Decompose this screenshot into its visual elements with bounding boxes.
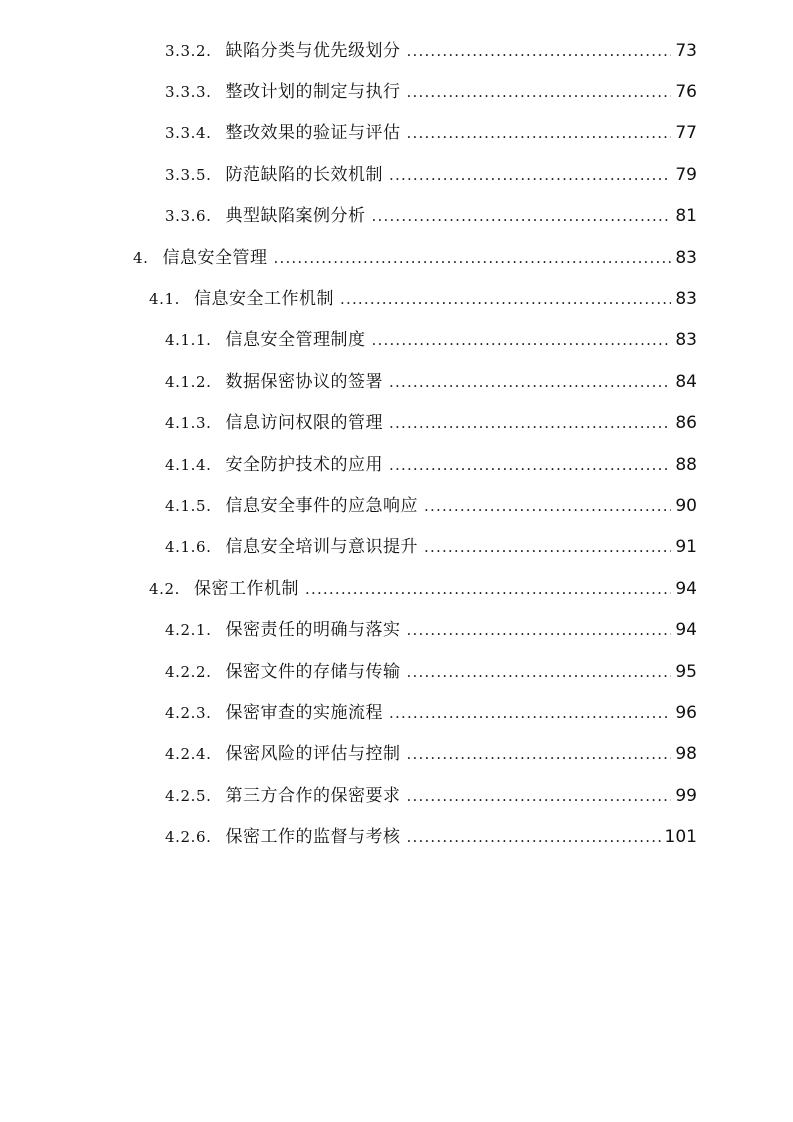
toc-entry-title: 信息安全管理制度 <box>225 330 366 351</box>
toc-page-number: 88 <box>675 454 697 475</box>
toc-entry-title: 整改计划的制定与执行 <box>225 82 401 103</box>
toc-entry-number: 4.2.3. <box>165 703 212 722</box>
toc-entry-4-1-5[interactable] <box>0 485 793 526</box>
toc-page-number: 91 <box>675 537 697 558</box>
toc-dot-leader <box>407 122 671 144</box>
toc-page-number: 94 <box>675 620 697 641</box>
toc-dot-leader <box>407 40 671 62</box>
toc-entry-number: 4.2.1. <box>165 621 212 640</box>
toc-page-number: 81 <box>675 206 697 227</box>
toc-entry-title: 保密风险的评估与控制 <box>225 744 401 765</box>
toc-dot-leader <box>424 536 671 558</box>
toc-dot-leader <box>407 81 671 103</box>
toc-dot-leader <box>407 619 671 641</box>
toc-entry-4-1-3[interactable] <box>0 403 793 444</box>
toc-entry-number: 4.1.4. <box>165 455 212 474</box>
table-of-contents <box>0 30 793 858</box>
toc-entry-4-2-3[interactable] <box>0 692 793 733</box>
toc-entry-number: 4.1. <box>149 290 181 309</box>
toc-dot-leader <box>407 661 671 683</box>
toc-entry-title: 防范缺陷的长效机制 <box>225 164 384 185</box>
toc-page-number: 94 <box>675 578 697 599</box>
toc-entry-number: 4.1.5. <box>165 496 212 515</box>
toc-page-number: 77 <box>675 123 697 144</box>
toc-entry-4-1-4[interactable] <box>0 444 793 485</box>
toc-entry-title: 数据保密协议的签署 <box>225 371 384 392</box>
toc-entry-3-3-2[interactable] <box>0 30 793 71</box>
toc-entry-title: 保密审查的实施流程 <box>225 702 384 723</box>
toc-entry-4-2-4[interactable] <box>0 734 793 775</box>
toc-entry-3-3-3[interactable] <box>0 71 793 112</box>
toc-page-number: 76 <box>675 82 697 103</box>
toc-dot-leader <box>407 785 671 807</box>
toc-entry-number: 4.1.2. <box>165 372 212 391</box>
toc-entry-title: 信息安全工作机制 <box>194 289 335 310</box>
toc-page-number: 86 <box>675 413 697 434</box>
toc-dot-leader <box>389 412 671 434</box>
toc-dot-leader <box>274 247 671 269</box>
toc-entry-number: 4.1.6. <box>165 538 212 557</box>
toc-entry-number: 4. <box>133 248 149 267</box>
toc-dot-leader <box>389 702 671 724</box>
toc-page-number: 79 <box>675 164 697 185</box>
toc-page-number: 90 <box>675 495 697 516</box>
toc-entry-title: 第三方合作的保密要求 <box>225 785 401 806</box>
toc-entry-4-1-1[interactable] <box>0 320 793 361</box>
toc-entry-title: 整改效果的验证与评估 <box>225 123 401 144</box>
toc-entry-number: 4.2. <box>149 579 181 598</box>
toc-entry-4-2-1[interactable] <box>0 609 793 650</box>
toc-page-number: 83 <box>675 330 697 351</box>
toc-entry-4-1-2[interactable] <box>0 361 793 402</box>
toc-page-number: 84 <box>675 371 697 392</box>
toc-entry-number: 3.3.6. <box>165 207 212 226</box>
toc-dot-leader <box>372 205 671 227</box>
toc-dot-leader <box>305 578 671 600</box>
toc-page-number: 98 <box>675 744 697 765</box>
toc-entry-number: 4.2.4. <box>165 745 212 764</box>
toc-entry-3-3-6[interactable] <box>0 196 793 237</box>
toc-entry-title: 保密工作的监督与考核 <box>225 827 401 848</box>
toc-dot-leader <box>407 826 661 848</box>
toc-entry-number: 4.2.2. <box>165 662 212 681</box>
toc-entry-4-2-2[interactable] <box>0 651 793 692</box>
toc-dot-leader <box>389 164 671 186</box>
toc-page-number: 73 <box>675 40 697 61</box>
toc-entry-title: 信息访问权限的管理 <box>225 413 384 434</box>
toc-entry-4-1-6[interactable] <box>0 527 793 568</box>
toc-entry-4-2-6[interactable] <box>0 816 793 857</box>
toc-entry-number: 4.1.1. <box>165 331 212 350</box>
toc-page-number: 83 <box>675 247 697 268</box>
toc-entry-title: 缺陷分类与优先级划分 <box>225 40 401 61</box>
toc-dot-leader <box>340 288 671 310</box>
toc-entry-4-2[interactable] <box>0 568 793 609</box>
toc-entry-number: 4.1.3. <box>165 414 212 433</box>
toc-entry-number: 4.2.6. <box>165 828 212 847</box>
toc-entry-title: 信息安全事件的应急响应 <box>225 495 419 516</box>
toc-entry-title: 典型缺陷案例分析 <box>225 206 366 227</box>
toc-entry-number: 3.3.5. <box>165 165 212 184</box>
toc-dot-leader <box>389 454 671 476</box>
toc-page-number: 83 <box>675 289 697 310</box>
toc-dot-leader <box>389 371 671 393</box>
toc-dot-leader <box>424 495 671 517</box>
toc-entry-title: 保密工作机制 <box>194 578 300 599</box>
toc-page-number: 96 <box>675 702 697 723</box>
toc-entry-3-3-5[interactable] <box>0 154 793 195</box>
toc-page-number: 95 <box>675 661 697 682</box>
toc-dot-leader <box>407 743 671 765</box>
toc-entry-number: 3.3.4. <box>165 124 212 143</box>
toc-dot-leader <box>372 329 671 351</box>
toc-entry-title: 保密文件的存储与传输 <box>225 661 401 682</box>
toc-entry-title: 信息安全培训与意识提升 <box>225 537 419 558</box>
toc-entry-number: 4.2.5. <box>165 786 212 805</box>
toc-entry-number: 3.3.2. <box>165 41 212 60</box>
toc-page-number: 99 <box>675 785 697 806</box>
toc-entry-4-1[interactable] <box>0 278 793 319</box>
toc-entry-3-3-4[interactable] <box>0 113 793 154</box>
toc-entry-number: 3.3.3. <box>165 83 212 102</box>
toc-page-number: 101 <box>664 827 697 848</box>
toc-entry-4-2-5[interactable] <box>0 775 793 816</box>
toc-entry-title: 信息安全管理 <box>162 247 268 268</box>
toc-entry-4[interactable] <box>0 237 793 278</box>
toc-entry-title: 保密责任的明确与落实 <box>225 620 401 641</box>
toc-entry-title: 安全防护技术的应用 <box>225 454 384 475</box>
